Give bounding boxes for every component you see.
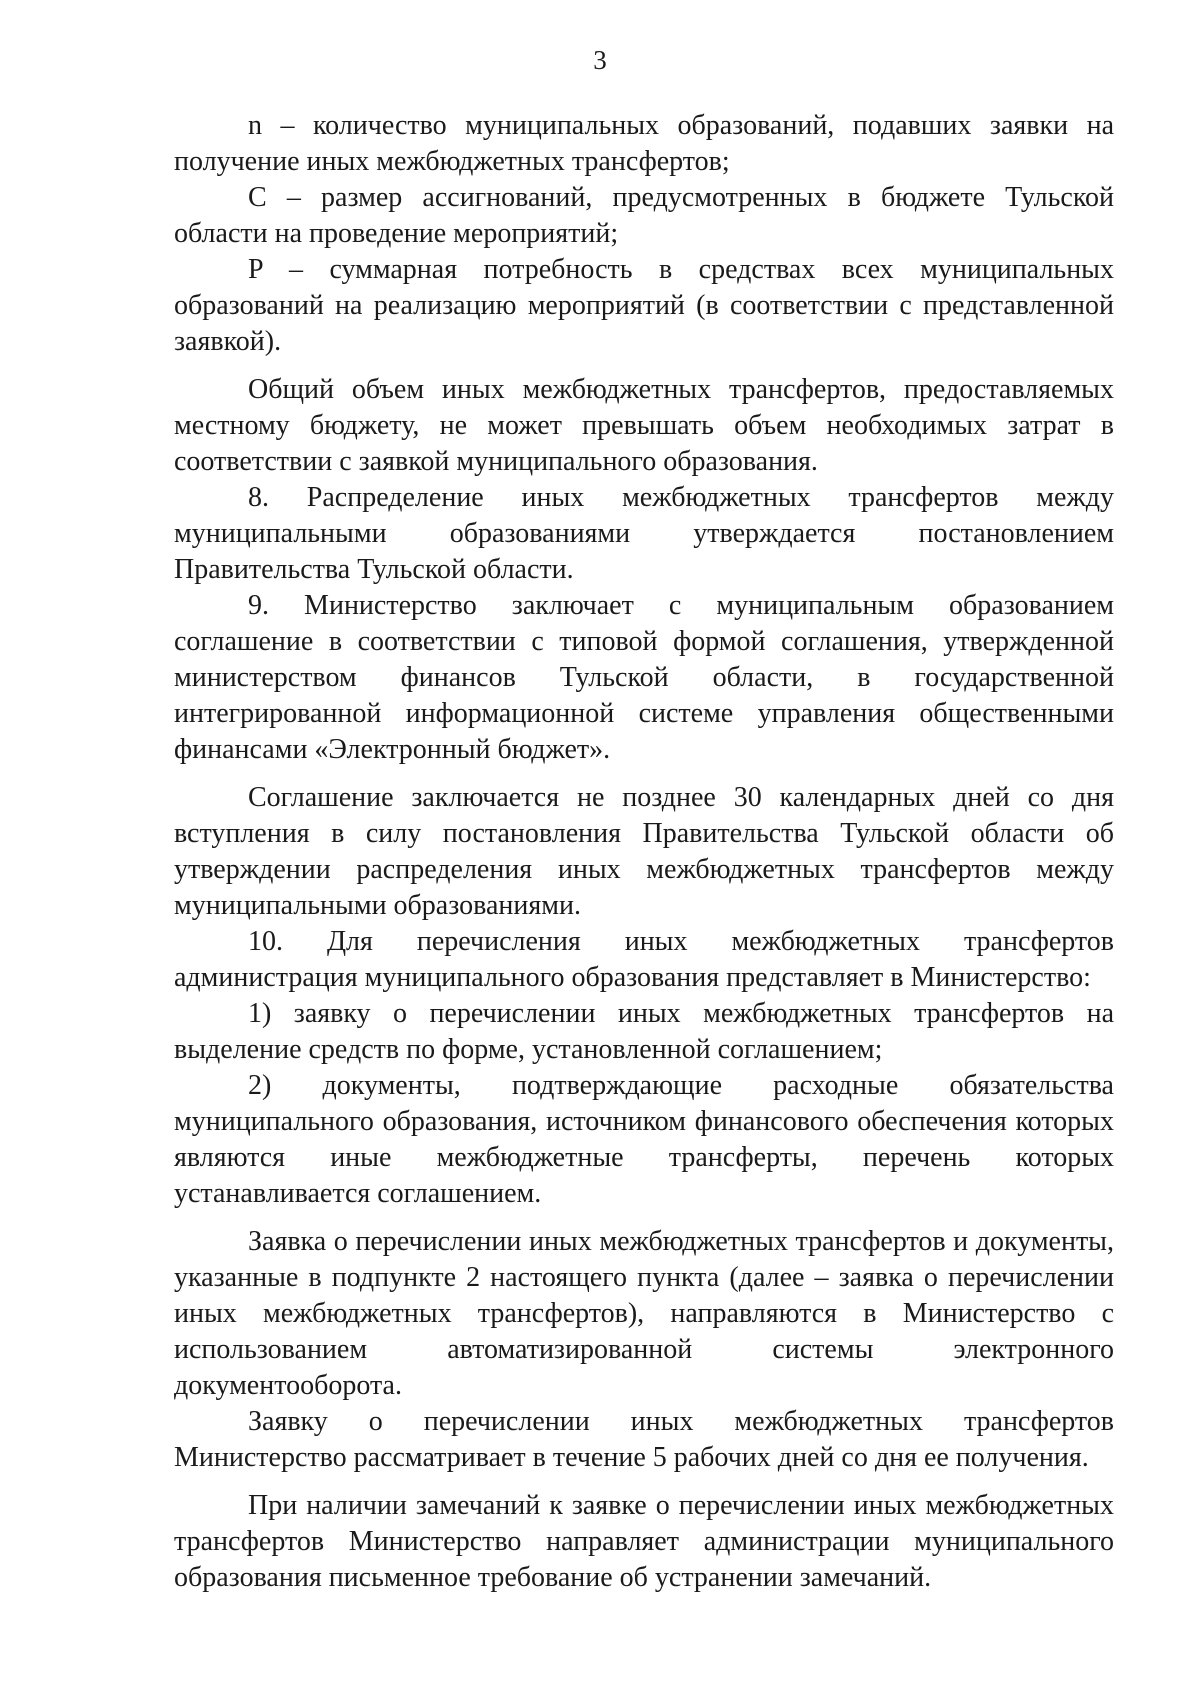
paragraph-item-8: 8. Распределение иных межбюджетных трансфертов между муниципальными образованиями утверждается постановлением Правительства Тульской области. (174, 482, 1114, 585)
paragraph-review-period: Заявку о перечислении иных межбюджетных трансфертов Министерство рассматривает в течение 5 рабочих дней со дня ее получения. (174, 1406, 1114, 1473)
paragraph-c-definition: C – размер ассигнований, предусмотренных в бюджете Тульской области на проведение мероприятий; (174, 182, 1114, 249)
paragraph-total-volume: Общий объем иных межбюджетных трансфертов, предоставляемых местному бюджету, не может превышать объем необходимых затрат в соответствии с заявкой муниципального образования. (174, 374, 1114, 477)
document-body (174, 108, 1114, 1596)
paragraph-application-documents: Заявка о перечислении иных межбюджетных трансфертов и документы, указанные в подпункте 2 настоящего пункта (далее – заявка о перечислении иных межбюджетных трансфертов), направляются в Министерство с использованием автоматизированной системы электронного документооборота. (174, 1226, 1114, 1401)
paragraph-subitem-1: 1) заявку о перечислении иных межбюджетных трансфертов на выделение средств по форме, установленной соглашением; (174, 998, 1114, 1065)
paragraph-remarks: При наличии замечаний к заявке о перечислении иных межбюджетных трансфертов Министерство направляет администрации муниципального образования письменное требование об устранении замечаний. (174, 1490, 1114, 1593)
paragraph-p-definition: P – суммарная потребность в средствах всех муниципальных образований на реализацию мероприятий (в соответствии с представленной заявкой). (174, 254, 1114, 357)
page-number: 3 (593, 45, 607, 75)
paragraph-agreement-term: Соглашение заключается не позднее 30 календарных дней со дня вступления в силу постановления Правительства Тульской области об утверждении распределения иных межбюджетных трансфертов между муниципальными образованиями. (174, 782, 1114, 921)
paragraph-subitem-2: 2) документы, подтверждающие расходные обязательства муниципального образования, источником финансового обеспечения которых являются иные межбюджетные трансферты, перечень которых устанавливается соглашением. (174, 1070, 1114, 1209)
paragraph-item-10: 10. Для перечисления иных межбюджетных трансфертов администрация муниципального образования представляет в Министерство: (174, 926, 1114, 993)
paragraph-n-definition: n – количество муниципальных образований, подавших заявки на получение иных межбюджетных трансфертов; (174, 110, 1114, 177)
paragraph-item-9: 9. Министерство заключает с муниципальным образованием соглашение в соответствии с типовой формой соглашения, утвержденной министерством финансов Тульской области, в государственной интегрированной информационной системе управления общественными финансами «Электронный бюджет». (174, 590, 1114, 765)
